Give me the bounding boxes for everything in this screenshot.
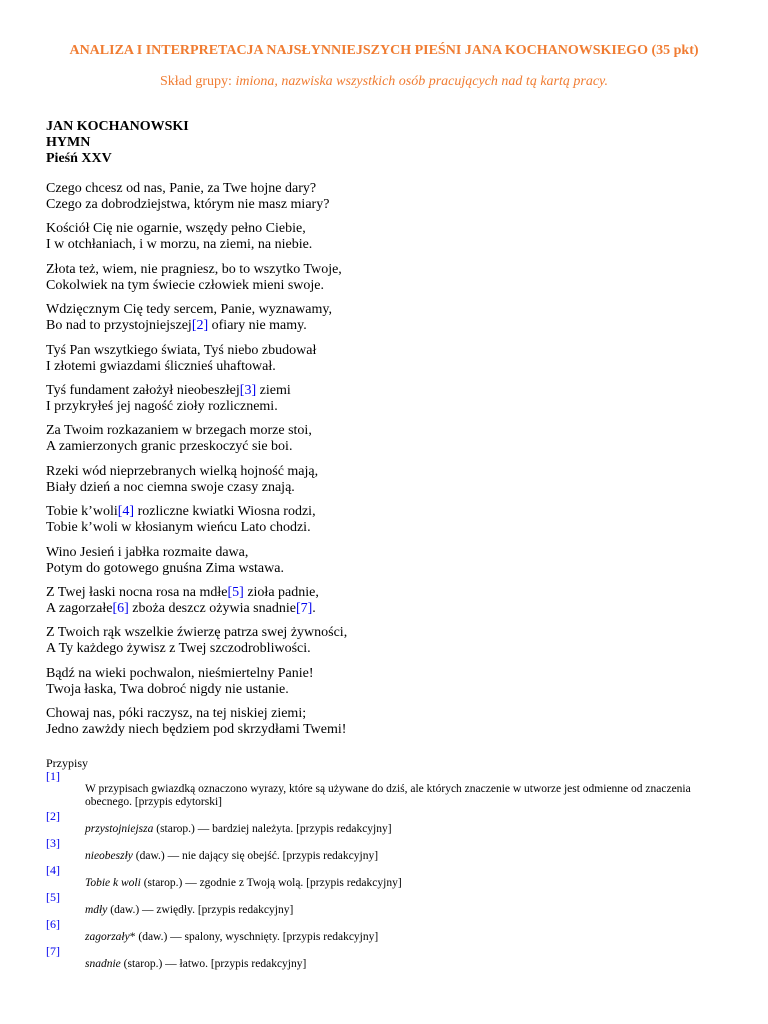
footnote-body: W przypisach gwiazdką oznaczono wyrazy, które są używane do dziś, ale których znaczenie w utworze jest odmienne od znaczenia obecnego. [przypis edytorski] [85, 783, 691, 808]
verse-line: A zamierzonych granic przeskoczyć sie boi. [46, 439, 293, 455]
stanza-7 [46, 423, 726, 455]
stanza-5 [46, 343, 726, 375]
verse-line: Kościół Cię nie ogarnie, wszędy pełno Ciebie, [46, 221, 306, 237]
verse-text: Bo nad to przystojniejszej [46, 318, 192, 334]
verse-line: Z Twoich rąk wszelkie źwierzę patrza swej żywności, [46, 625, 348, 641]
footnote-number[interactable]: [7] [46, 944, 60, 958]
footnote-ref-3[interactable]: [3] [239, 382, 257, 398]
verse-text: Tyś fundament założył nieobeszłej [46, 382, 240, 398]
verse-line: Tyś Pan wszytkiego świata, Tyś niebo zbudował [46, 342, 317, 358]
verse-text: rozliczne kwiatki Wiosna rodzi, [134, 504, 316, 520]
footnote-number[interactable]: [1] [46, 769, 60, 783]
verse-line: Biały dzień a noc ciemna swoje czasy znają. [46, 479, 295, 495]
group-composition-line [0, 74, 768, 90]
stanza-6 [46, 383, 726, 415]
stanza-14 [46, 706, 726, 738]
stanza-8 [46, 464, 726, 496]
stanza-2 [46, 221, 726, 253]
footnote-text [85, 850, 706, 863]
verse-line: Rzeki wód nieprzebranych wielką hojność mają, [46, 463, 319, 479]
footnote-ref-6[interactable]: [6] [112, 600, 129, 616]
stanza-10 [46, 545, 726, 577]
document-title: ANALIZA I INTERPRETACJA NAJSŁYNNIEJSZYCH PIEŚNI JANA KOCHANOWSKIEGO (35 pkt) [69, 43, 699, 58]
poem-author: JAN KOCHANOWSKI [46, 119, 189, 134]
verse-text: zioła padnie, [243, 584, 319, 600]
stanza-11 [46, 585, 726, 617]
footnote-body: (daw.) — zwiędły. [przypis redakcyjny] [107, 904, 294, 916]
stanza-12 [46, 625, 726, 657]
footnote-ref-2[interactable]: [2] [191, 318, 209, 334]
footnote-ref-5[interactable]: [5] [227, 584, 244, 600]
group-label: Skład grupy: [160, 74, 236, 89]
verse-line: Złota też, wiem, nie pragniesz, bo to wszytko Twoje, [46, 261, 342, 277]
footnote-term: nieobeszły [85, 850, 133, 862]
footnote-text [85, 877, 706, 890]
verse-line: Bądź na wieki pochwalon, nieśmiertelny Panie! [46, 665, 314, 681]
verse-text: Tobie k’woli [46, 504, 118, 520]
footnote-text [85, 958, 706, 971]
footnote-ref-7[interactable]: [7] [295, 600, 313, 616]
footnote-text [85, 783, 706, 809]
verse-text: A zagorzałe [46, 600, 113, 616]
footnote-text [85, 904, 706, 917]
verse-line [46, 318, 726, 334]
footnote-text [85, 931, 706, 944]
footnote-number[interactable]: [2] [46, 809, 60, 823]
footnote-term: zagorzały [85, 931, 130, 943]
stanza-4 [46, 302, 726, 334]
verse-line [46, 585, 726, 601]
footnote-body: (starop.) — bardziej należyta. [przypis redakcyjny] [153, 823, 392, 835]
verse-line [46, 601, 726, 617]
verse-line: Tobie k’woli w kłosianym wieńcu Lato chodzi. [46, 520, 311, 536]
group-hint: imiona, nazwiska wszystkich osób pracujących nad tą kartą pracy. [235, 74, 608, 89]
verse-line: A Ty każdego żywisz z Twej szczodrobliwości. [46, 641, 311, 657]
verse-text: Z Twej łaski nocna rosa na mdłe [46, 584, 228, 600]
verse-line: Cokolwiek na tym świecie człowiek mieni swoje. [46, 277, 324, 293]
footnotes-list [46, 769, 706, 971]
footnote-term: mdły [85, 904, 108, 916]
verse-line: I w otchłaniach, i w morzu, na ziemi, na niebie. [46, 237, 313, 253]
footnote-body: (starop.) — zgodnie z Twoją wolą. [przypis redakcyjny] [140, 877, 402, 889]
footnote-item [46, 917, 706, 944]
footnote-body: * (daw.) — spalony, wyschnięty. [przypis redakcyjny] [129, 931, 379, 943]
verse-text: zboża deszcz ożywia snadnie [128, 600, 296, 616]
verse-line: Chowaj nas, póki raczysz, na tej niskiej ziemi; [46, 706, 307, 722]
verse-text: . [312, 600, 316, 616]
footnote-body: (starop.) — łatwo. [przypis redakcyjny] [120, 958, 307, 970]
footnote-ref-4[interactable]: [4] [117, 504, 135, 520]
footnote-term: przystojniejsza [85, 823, 154, 835]
footnote-body: (daw.) — nie dający się obejść. [przypis redakcyjny] [132, 850, 379, 862]
footnote-number[interactable]: [3] [46, 836, 60, 850]
stanza-9 [46, 504, 726, 536]
verse-line: Czego za dobrodziejstwa, którym nie masz miary? [46, 197, 330, 212]
footnote-item [46, 769, 706, 809]
footnote-item [46, 836, 706, 863]
poem-subtitle: Pieśń XXV [46, 151, 112, 166]
poem-heading [46, 119, 189, 167]
verse-line: Jedno zawżdy niech będziem pod skrzydłami Twemi! [46, 722, 347, 738]
verse-line [46, 504, 726, 520]
verse-line: Za Twoim rozkazaniem w brzegach morze stoi, [46, 423, 312, 439]
stanza-1 [46, 181, 726, 213]
footnote-item [46, 944, 706, 971]
verse-line: Twoja łaska, Twa dobroć nigdy nie ustanie. [46, 681, 289, 697]
stanza-13 [46, 666, 726, 698]
poem-title: HYMN [46, 135, 91, 150]
footnote-number[interactable]: [6] [46, 917, 60, 931]
footnote-item [46, 890, 706, 917]
footnote-item [46, 809, 706, 836]
verse-line: I przykryłeś jej nagość zioły rozlicznemi. [46, 398, 278, 414]
verse-line: Wdzięcznym Cię tedy sercem, Panie, wyznawamy, [46, 302, 332, 318]
verse-line: I złotemi gwiazdami ślicznieś uhaftował. [46, 358, 276, 374]
footnote-item [46, 863, 706, 890]
footnote-term: Tobie k woli [85, 877, 141, 889]
verse-line [46, 383, 726, 399]
footnote-number[interactable]: [5] [46, 890, 60, 904]
footnotes-heading: Przypisy [46, 756, 88, 770]
verse-text: ofiary nie mamy. [208, 318, 307, 334]
verse-line: Potym do gotowego gnuśna Zima wstawa. [46, 560, 284, 576]
footnote-term: snadnie [85, 958, 121, 970]
footnote-text [85, 823, 706, 836]
stanza-3 [46, 262, 726, 294]
verse-text: ziemi [256, 382, 291, 398]
verse-line: Czego chcesz od nas, Panie, za Twe hojne dary? [46, 181, 317, 196]
footnote-number[interactable]: [4] [46, 863, 60, 877]
poem-body [46, 181, 726, 746]
verse-line: Wino Jesień i jabłka rozmaite dawa, [46, 544, 249, 560]
